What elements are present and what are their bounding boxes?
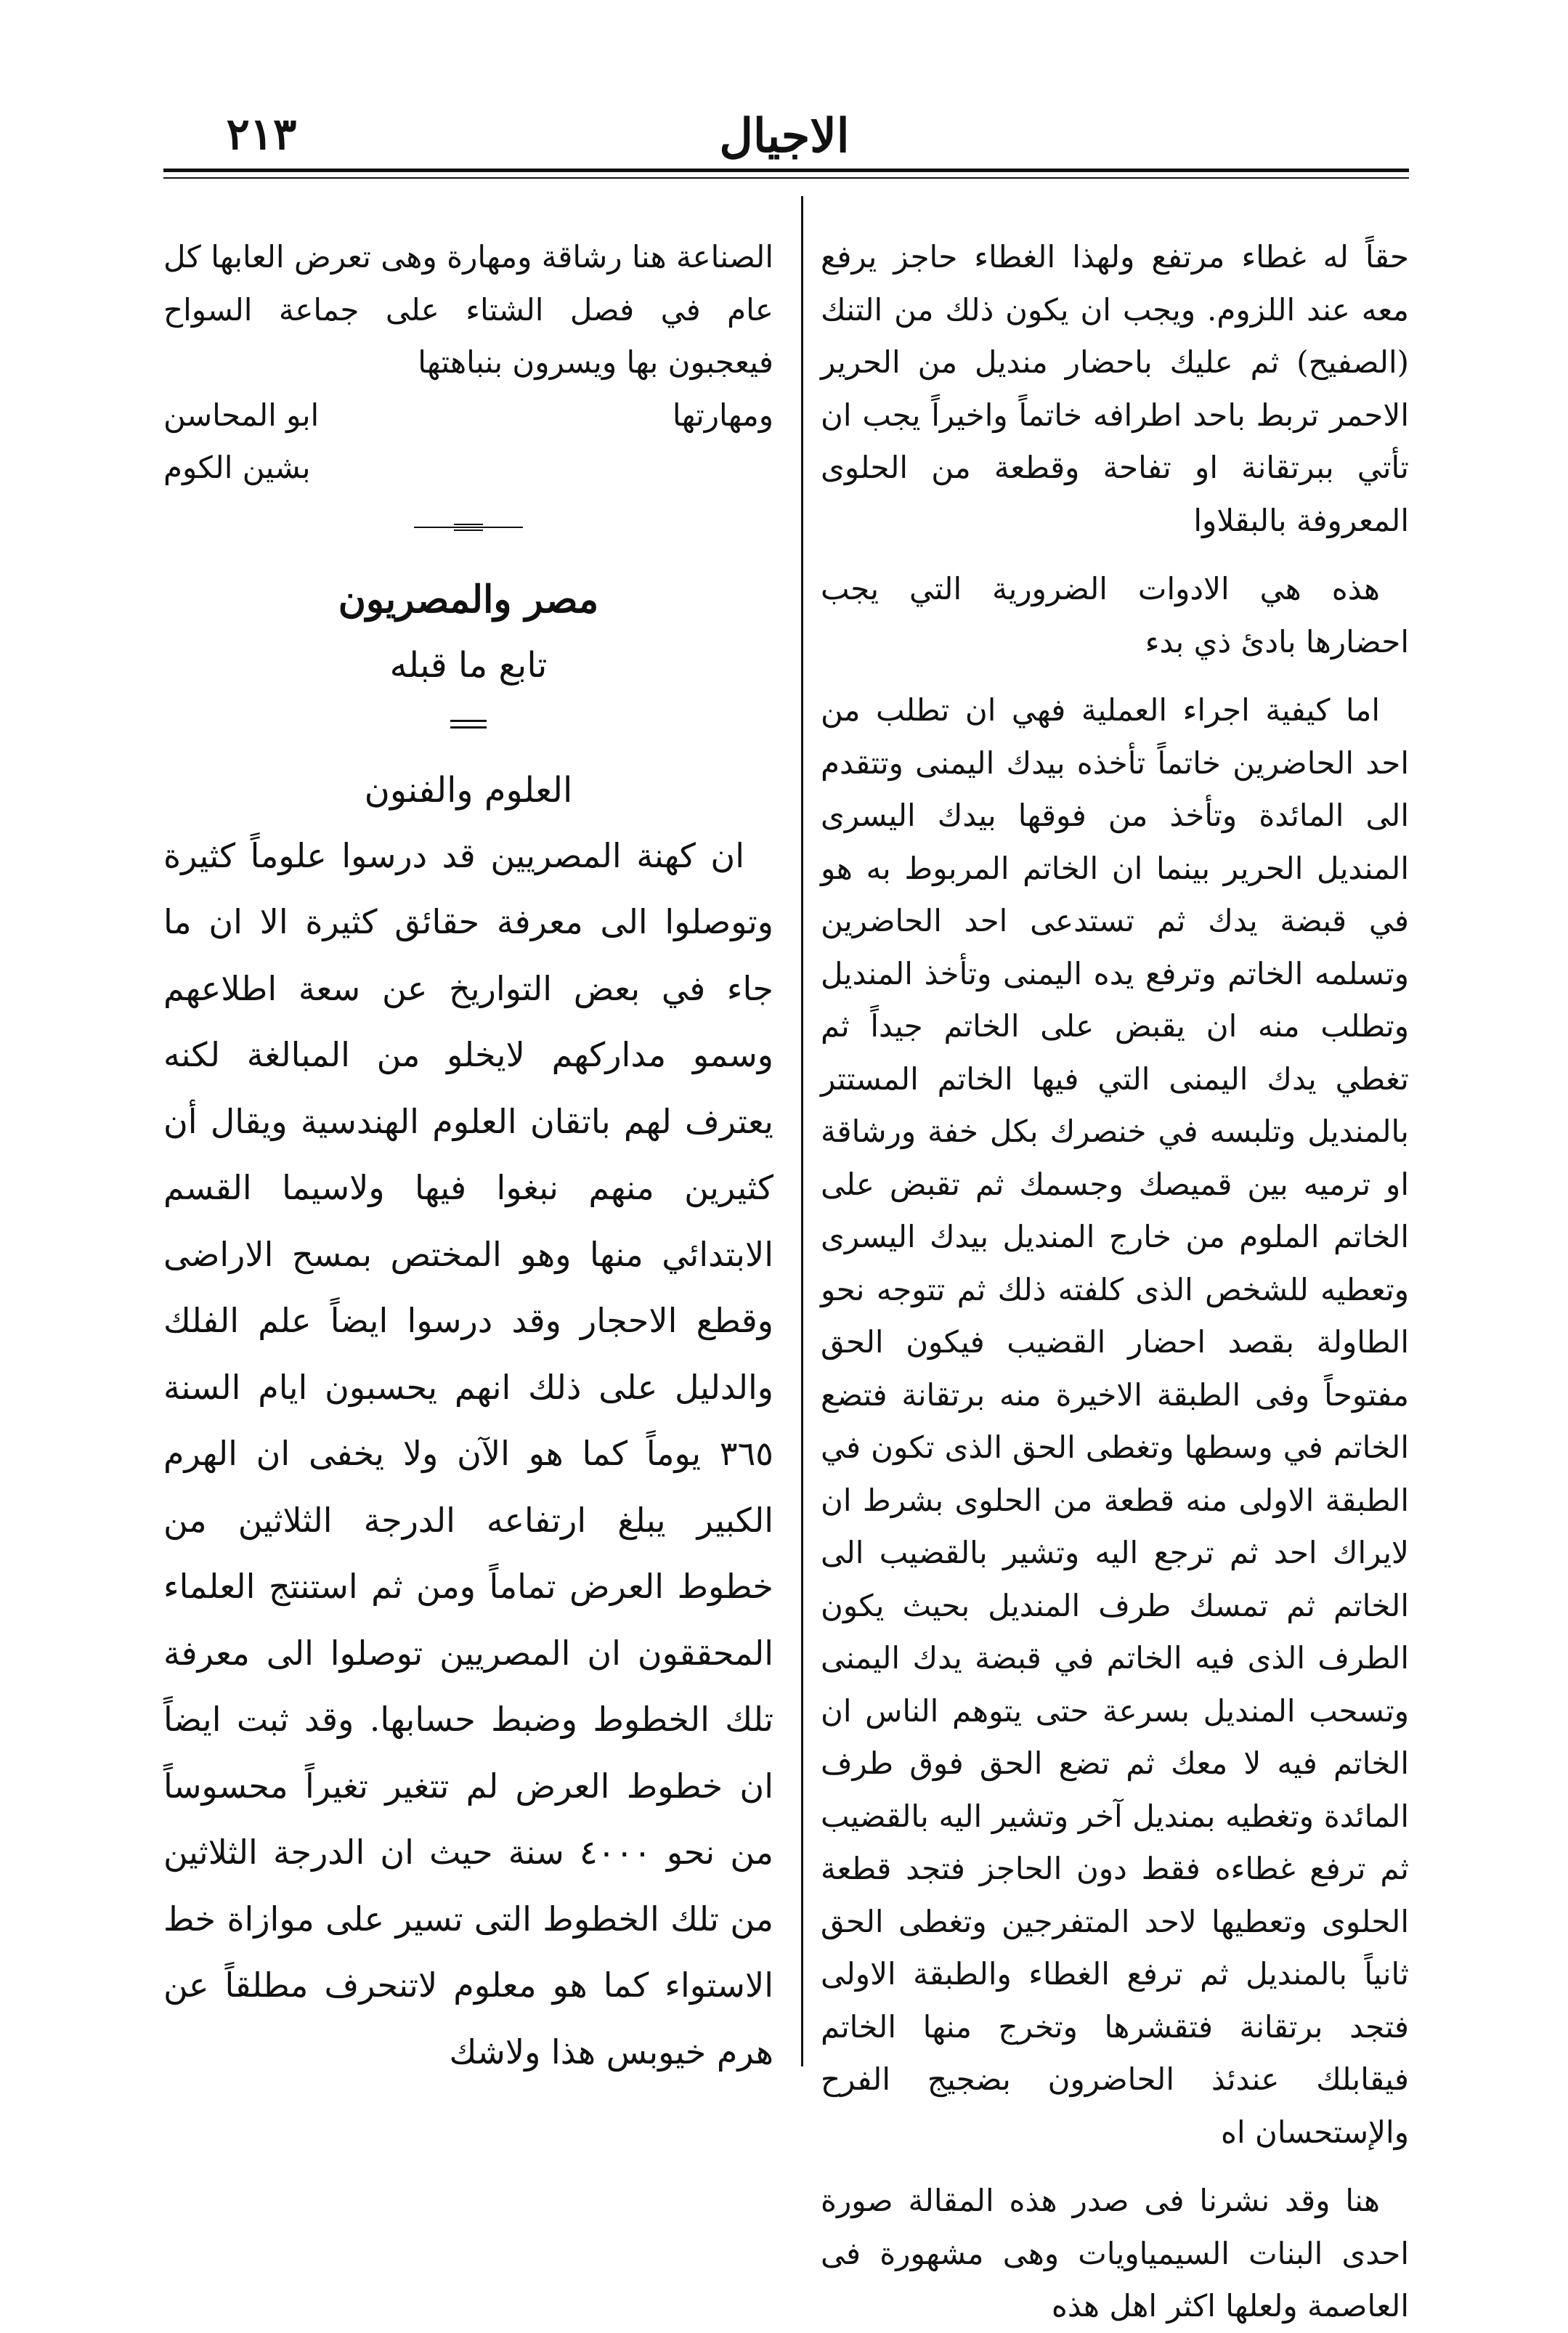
right-column	[821, 231, 1409, 2333]
intro-last-word: ومهارتها	[672, 397, 773, 433]
right-paragraph-2: هذه هي الادوات الضرورية التي يجب احضارها بادئ ذي بدء	[821, 571, 1409, 660]
column-divider	[801, 196, 803, 2066]
left-intro-text: الصناعة هنا رشاقة ومهارة وهى تعرض العابها كل عام في فصل الشتاء على جماعة السواح فيعجبون بها ويسرون بنباهتها	[163, 239, 773, 380]
section-ornament	[414, 524, 523, 531]
signature-line	[163, 389, 773, 442]
left-body-text: ان كهنة المصريين قد درسوا علوماً كثيرة وتوصلوا الى معرفة حقائق كثيرة الا ان ما جاء في بعض التواريخ عن سعة اطلاعهم وسمو مداركهم لايخلو من المبالغة لكنه يعترف لهم باتقان العلوم الهندسية ويقال أن كثيرين منهم نبغوا فيها ولاسيما القسم الابتدائي منها وهو المختص بمسح الاراضى وقطع الاحجار وقد درسوا ايضاً علم الفلك والدليل على ذلك انهم يحسبون ايام السنة ٣٦٥ يوماً كما هو الآن ولا يخفى ان الهرم الكبير يبلغ ارتفاعه الدرجة الثلاثين من خطوط العرض تماماً ومن ثم استنتج العلماء المحققون ان المصريين توصلوا الى معرفة تلك الخطوط وضبط حسابها. وقد ثبت ايضاً ان خطوط العرض لم تتغير تغيراً محسوساً من نحو ٤٠٠٠ سنة حيث ان الدرجة الثلاثين من تلك الخطوط التى تسير على موازاة خط الاستواء كما هو معلوم لاتنحرف مطلقاً عن هرم خيوبس هذا ولاشك	[163, 835, 773, 2072]
header-rule-thin	[163, 177, 1409, 179]
right-paragraph-3: اما كيفية اجراء العملية فهي ان تطلب من احد الحاضرين خاتماً تأخذه بيدك اليمنى وتتقدم الى المائدة وتأخذ من فوقها بيدك اليسرى المنديل الحرير بينما ان الخاتم المربوط به هو في قبضة يدك ثم تستدعى احد الحاضرين وتسلمه الخاتم وترفع يده اليمنى وتأخذ المنديل وتطلب منه ان يقبض على الخاتم جيداً ثم تغطي يدك اليمنى التي فيها الخاتم المستتر بالمنديل وتلبسه في خنصرك بكل خفة ورشاقة او ترميه بين قميصك وجسمك ثم تقبض على الخاتم الملوم من خارج المنديل بيدك اليسرى وتعطيه للشخص الذى كلفته ذلك ثم تتوجه نحو الطاولة بقصد احضار القضيب فيكون الحق مفتوحاً وفى الطبقة الاخيرة منه برتقانة فتضع الخاتم في وسطها وتغطى الحق الذى تكون في الطبقة الاولى منه قطعة من الحلوى بشرط ان لايراك احد ثم ترجع اليه وتشير بالقضيب الى الخاتم ثم تمسك طرف المنديل بحيث يكون الطرف الذى فيه الخاتم في قبضة يدك اليمنى وتسحب المنديل بسرعة حتى يتوهم الناس ان الخاتم فيه لا معك ثم تضع الحق فوق طرف المائدة وتغطيه بمنديل آخر وتشير اليه بالقضيب ثم ترفع غطاءه فقط دون الحاجز فتجد قطعة الحلوى وتعطيها لاحد المتفرجين وتغطى الحق ثانياً بالمنديل ثم ترفع الغطاء والطبقة الاولى فتجد برتقانة فتقشرها وتخرج منها الخاتم فيقابلك عندئذ الحاضرون بضجيج الفرح والإستحسان اه	[821, 692, 1409, 2150]
section-title: مصر والمصريون	[338, 577, 599, 622]
right-paragraph-4: هنا وقد نشرنا فى صدر هذه المقالة صورة احدى البنات السيمياويات وهى مشهورة فى العاصمة ولعلها اكثر اهل هذه	[821, 2183, 1409, 2324]
signature-name: ابو المحاسن	[163, 397, 320, 433]
page-header-title: الاجيال	[719, 109, 850, 163]
header-rule-thick	[163, 169, 1409, 172]
subsection-title: العلوم والفنون	[364, 769, 573, 811]
right-paragraph-1: حقاً له غطاء مرتفع ولهذا الغطاء حاجز يرفع معه عند اللزوم. ويجب ان يكون ذلك من التنك (الصفيح) ثم عليك باحضار منديل من الحرير الاحمر تربط باحد اطرافه خاتماً واخيراً يجب ان تأتي ببرتقانة او تفاحة وقطعة من الحلوى المعروفة بالبقلاوا	[821, 239, 1409, 538]
signature-place: بشين الكوم	[163, 450, 311, 485]
section-subtitle: تابع ما قبله	[389, 644, 548, 686]
section-divider	[450, 720, 487, 729]
left-column	[163, 231, 773, 2085]
page-number: ٢١٣	[226, 109, 297, 160]
